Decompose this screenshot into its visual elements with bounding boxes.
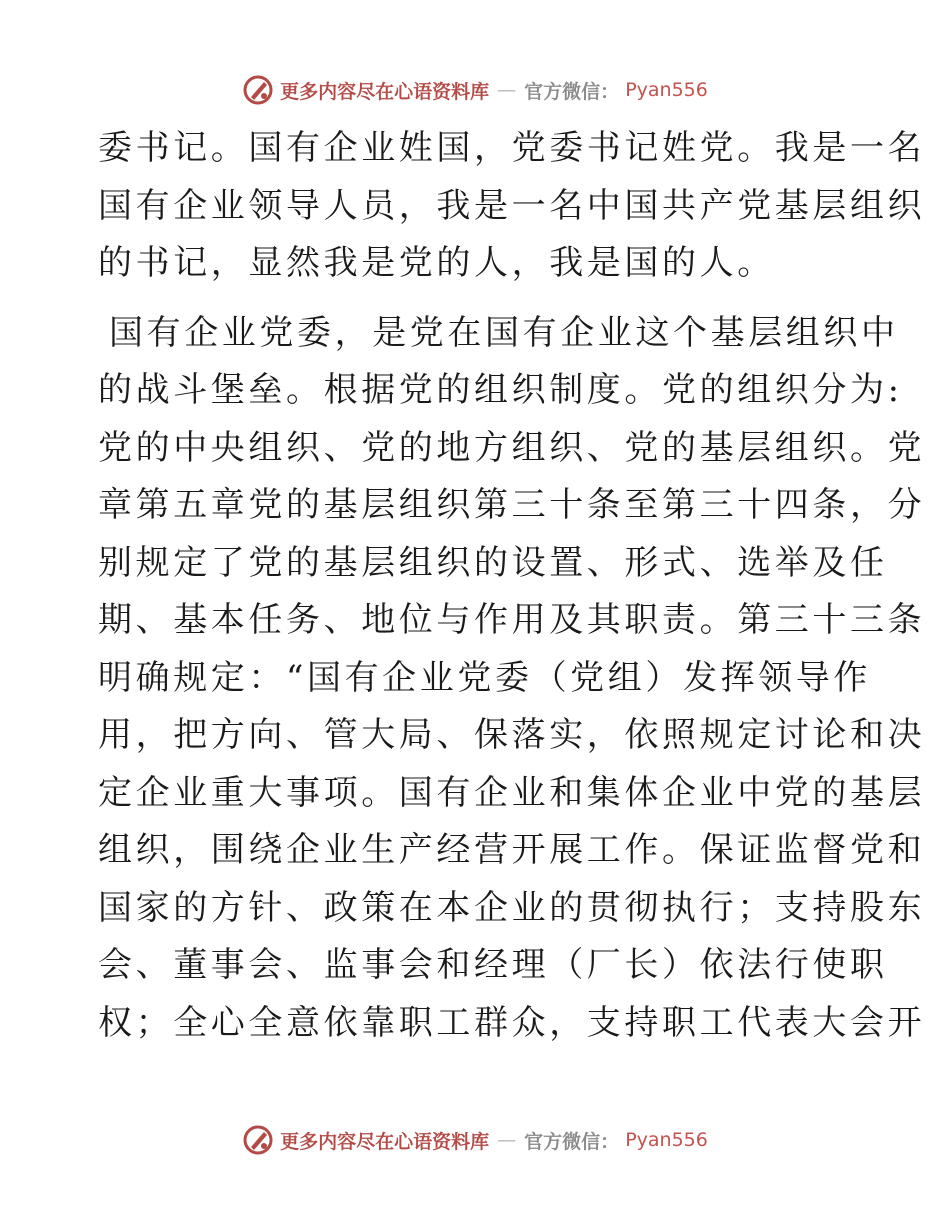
paragraph-start-line: 国有企业党委，是党在国有企业这个基层组织中 — [109, 312, 899, 353]
text-line: 用，把方向、管大局、保落实，依照规定讨论和决 — [98, 715, 926, 755]
text-line: 会、董事会、监事会和经理（厂长）依法行使职 — [98, 945, 888, 985]
footer-watermark — [0, 1120, 950, 1160]
text-line: 委书记。国有企业姓国，党委书记姓党。我是一名 — [98, 128, 926, 168]
text-line: 权；全心全意依靠职工群众，支持职工代表大会开 — [98, 1002, 926, 1043]
text-line: 国家的方针、政策在本企业的贯彻执行；支持股东 — [98, 887, 926, 928]
header-watermark — [0, 70, 950, 110]
text-line: 国有企业领导人员，我是一名中国共产党基层组织 — [98, 185, 926, 226]
pen-circle-logo-icon — [242, 74, 274, 106]
watermark-wechat-id: Pyan556 — [625, 79, 708, 101]
document-body — [98, 120, 926, 1052]
pen-circle-logo-icon — [242, 1124, 274, 1156]
watermark-text: 更多内容尽在心语资料库 — [280, 1130, 490, 1153]
watermark-wechat-id: Pyan556 — [625, 1129, 708, 1151]
text-line: 的书记，显然我是党的人，我是国的人。 — [98, 243, 775, 283]
watermark-official-label: 官方微信： — [524, 80, 620, 103]
text-line: 党的中央组织、党的地方组织、党的基层组织。党 — [98, 427, 926, 468]
watermark-separator: — — [497, 79, 517, 101]
watermark-official-label: 官方微信： — [524, 1130, 620, 1153]
watermark-separator: — — [497, 1129, 517, 1151]
text-line: 组织，围绕企业生产经营开展工作。保证监督党和 — [98, 830, 926, 870]
watermark-text: 更多内容尽在心语资料库 — [280, 80, 490, 103]
text-line: 别规定了党的基层组织的设置、形式、选举及任 — [98, 542, 888, 583]
text-line: 期、基本任务、地位与作用及其职责。第三十三条 — [98, 600, 926, 640]
text-line: 的战斗堡垒。根据党的组织制度。党的组织分为: — [98, 370, 903, 410]
text-line: 章第五章党的基层组织第三十条至第三十四条，分 — [98, 485, 926, 525]
text-line: 明确规定：“国有企业党委（党组）发挥领导作 — [98, 657, 871, 698]
text-line: 定企业重大事项。国有企业和集体企业中党的基层 — [98, 772, 926, 813]
